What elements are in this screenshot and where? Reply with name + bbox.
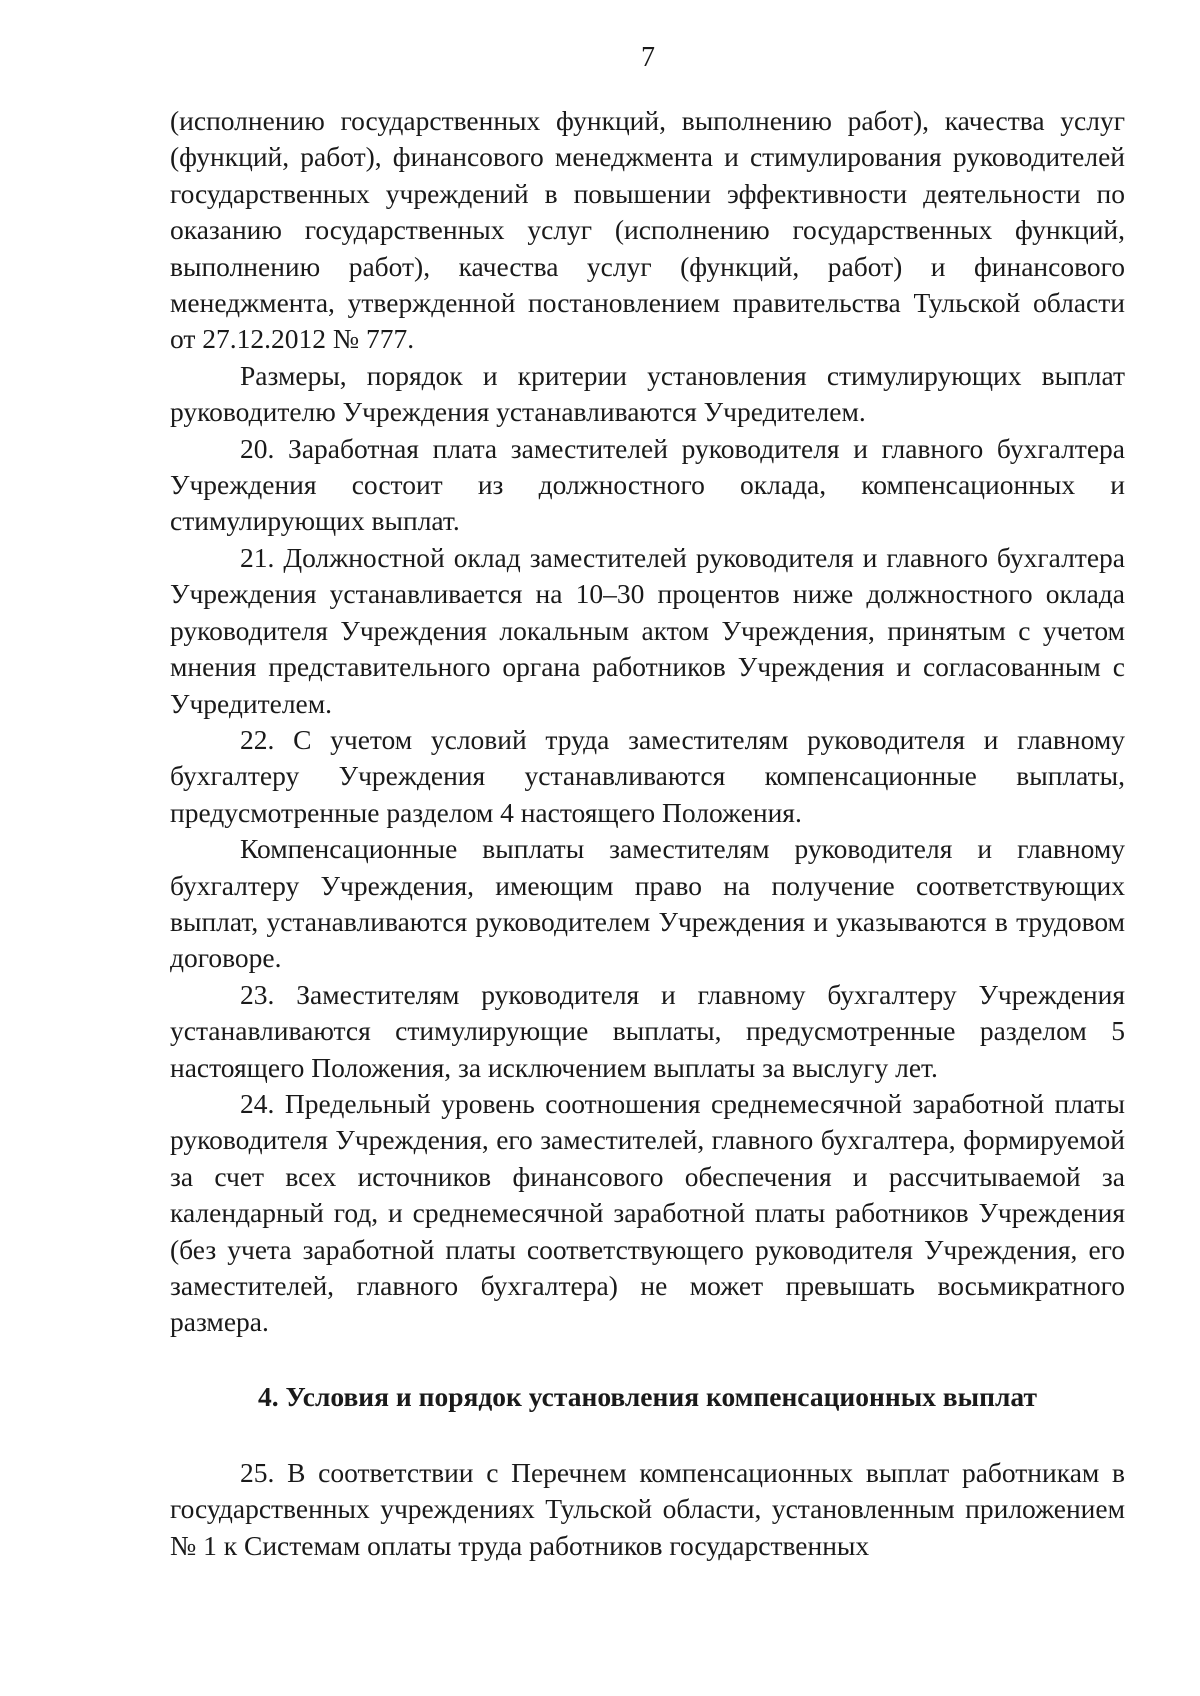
paragraph-25: 25. В соответствии с Перечнем компенсационных выплат работникам в государственных учреждениях Тульской области, установленным приложением № 1 к Системам оплаты труда работников государственных [170,1456,1125,1561]
paragraph-23: 23. Заместителям руководителя и главному бухгалтеру Учреждения устанавливаются стимулирующие выплаты, предусмотренные разделом 5 настоящего Положения, за исключением выплаты за выслугу лет. [170,978,1125,1083]
document-body [170,103,1125,1564]
paragraph-compensation-payments: Компенсационные выплаты заместителям руководителя и главному бухгалтеру Учреждения, имеющим право на получение соответствующих выплат, устанавливаются руководителем Учреждения и указываются в трудовом договоре. [170,833,1125,974]
paragraph-continuation: (исполнению государственных функций, выполнению работ), качества услуг (функций, работ), финансового менеджмента и стимулирования руководителей государственных учреждений в повышении эффективности деятельности по оказанию государственных услуг (исполнению государственных функций, выполнению работ), качества услуг (функций, работ) и финансового менеджмента, утвержденной постановлением правительства Тульской области от 27.12.2012 № 777. [170,105,1125,355]
section-heading: 4. Условия и порядок установления компенсационных выплат [258,1380,1037,1412]
paragraph-24: 24. Предельный уровень соотношения среднемесячной заработной платы руководителя Учреждения, его заместителей, главного бухгалтера, формируемой за счет всех источников финансового обеспечения и рассчитываемой за календарный год, и среднемесячной заработной платы работников Учреждения (без учета заработной платы соответствующего руководителя Учреждения, его заместителей, главного бухгалтера) не может превышать восьмикратного размера. [170,1087,1125,1338]
page-number: 7 [641,42,655,73]
paragraph-20: 20. Заработная плата заместителей руководителя и главного бухгалтера Учреждения состоит из должностного оклада, компенсационных и стимулирующих выплат. [170,432,1125,537]
paragraph-stimulus-sizes: Размеры, порядок и критерии установления стимулирующих выплат руководителю Учреждения устанавливаются Учредителем. [170,359,1125,428]
paragraph-22: 22. С учетом условий труда заместителям руководителя и главному бухгалтеру Учреждения устанавливаются компенсационные выплаты, предусмотренные разделом 4 настоящего Положения. [170,723,1125,828]
paragraph-21: 21. Должностной оклад заместителей руководителя и главного бухгалтера Учреждения устанавливается на 10–30 процентов ниже должностного оклада руководителя Учреждения локальным актом Учреждения, принятым с учетом мнения представительного органа работников Учреждения и согласованным с Учредителем. [170,541,1125,719]
